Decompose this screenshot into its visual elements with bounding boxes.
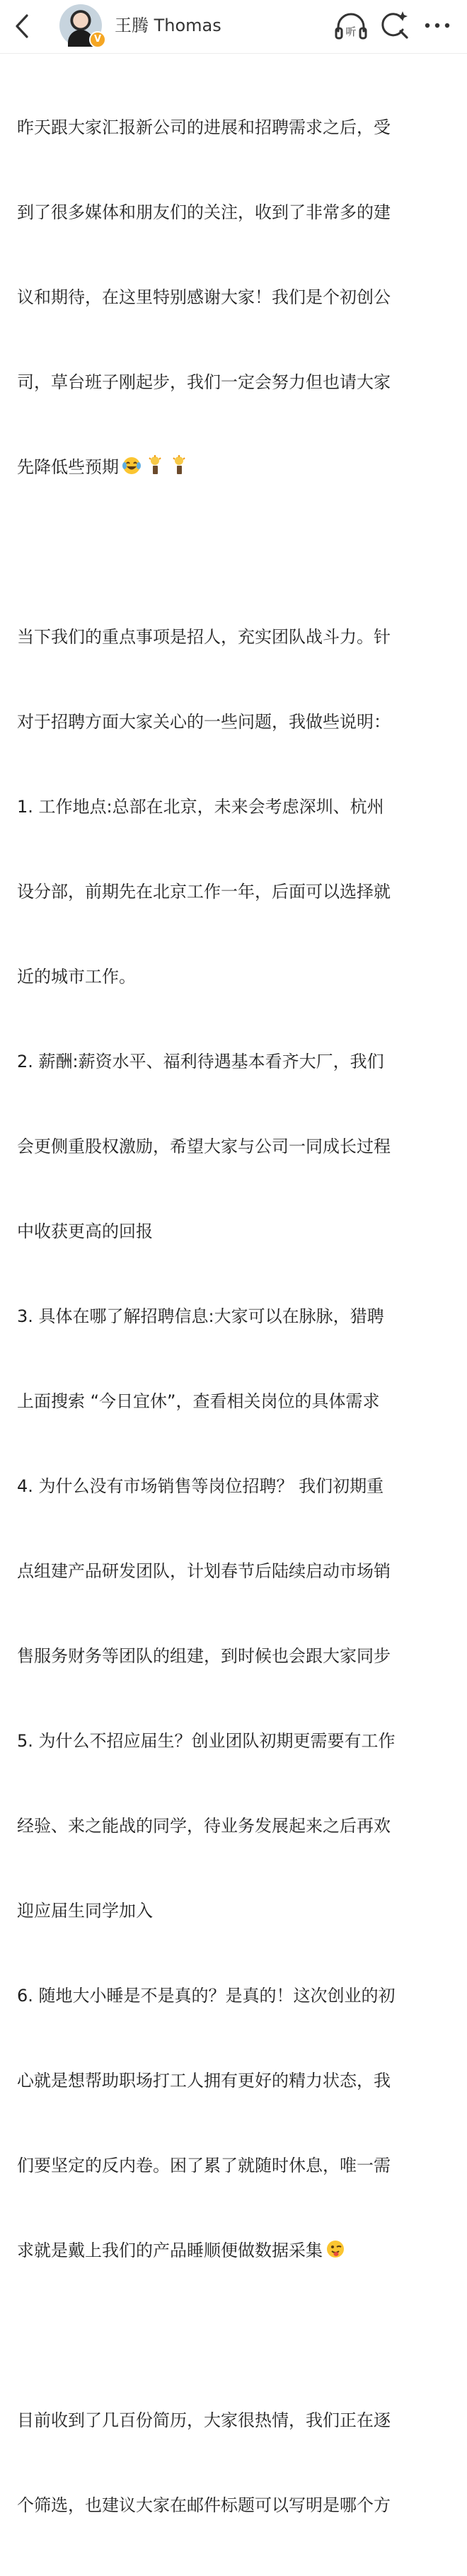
search-icon[interactable]	[379, 10, 409, 41]
text-line: 上面搜索 “今日宜休”，查看相关岗位的具体需求	[17, 1391, 380, 1411]
faq-item-graduates: 5. 为什么不招应届生？创业团队初期更需要有工作	[17, 1731, 396, 1751]
laughing-tears-emoji-icon	[122, 456, 142, 476]
text-line: 经验、来之能战的同学，待业务发展起来之后再欢	[17, 1816, 391, 1836]
firework-emoji-icon	[168, 454, 190, 476]
faq-item-salary: 2. 薪酬:薪资水平、福利待遇基本看齐大厂，我们	[17, 1052, 384, 1071]
text-line: 当下我们的重点事项是招人，充实团队战斗力。针	[17, 627, 391, 647]
text-line: 个筛选，也建议大家在邮件标题可以写明是哪个方	[17, 2495, 391, 2515]
paragraph-resumes	[17, 2350, 453, 2576]
paragraph-gap	[17, 538, 453, 566]
text-line	[17, 2236, 453, 2265]
text-line: 心就是想帮助职场打工人拥有更好的精力状态，我	[17, 2071, 391, 2091]
more-icon[interactable]	[423, 14, 451, 37]
header-divider	[0, 53, 467, 54]
paragraph-intro	[17, 57, 453, 538]
chevron-left-icon[interactable]	[11, 13, 33, 40]
paragraph-gap	[17, 2321, 453, 2350]
text-line: 会更侧重股权激励，希望大家与公司一同成长过程	[17, 1137, 391, 1156]
text-line: 目前收到了几百份简历，大家很热情，我们正在逐	[17, 2410, 391, 2430]
text-line: 对于招聘方面大家关心的一些问题，我做些说明：	[17, 712, 391, 732]
text-line: 设分部，前期先在北京工作一年，后面可以选择就	[17, 882, 391, 902]
text-line: 点组建产品研发团队，计划春节后陆续启动市场销	[17, 1561, 391, 1581]
faq-item-sales: 4. 为什么没有市场销售等岗位招聘？ 我们初期重	[17, 1476, 384, 1496]
verified-badge: V	[89, 31, 106, 48]
text-line: 迎应届生同学加入	[17, 1901, 153, 1921]
listen-icon[interactable]	[334, 10, 368, 41]
paragraph-recruiting-faq	[17, 566, 453, 2321]
text-line-part: 求就是戴上我们的产品睡顺便做数据采集	[17, 2241, 323, 2260]
firework-emoji-icon	[144, 454, 166, 476]
text-line: 到了很多媒体和朋友们的关注，收到了非常多的建	[17, 202, 391, 222]
faq-item-location: 1. 工作地点:总部在北京，未来会考虑深圳、杭州	[17, 797, 384, 817]
post-body	[17, 57, 453, 2576]
faq-item-sleep: 6. 随地大小睡是不是真的？是真的！这次创业的初	[17, 1986, 396, 2006]
faq-item-info: 3. 具体在哪了解招聘信息:大家可以在脉脉，猎聘	[17, 1306, 384, 1326]
text-line: 昨天跟大家汇报新公司的进展和招聘需求之后，受	[17, 117, 391, 137]
text-line-part: 先降低些预期	[17, 457, 119, 477]
bottom-crop-edge	[0, 846, 467, 858]
text-line: 中收获更高的回报	[17, 1221, 153, 1241]
text-line: 司，草台班子刚起步，我们一定会努力但也请大家	[17, 372, 391, 392]
winking-tongue-emoji-icon	[325, 2239, 345, 2259]
text-line: 们要坚定的反内卷。困了累了就随时休息，唯一需	[17, 2156, 391, 2175]
top-navigation-bar	[0, 0, 467, 54]
text-line	[17, 453, 453, 481]
text-line: 议和期待，在这里特别感谢大家！我们是个初创公	[17, 287, 391, 307]
username[interactable]: 王腾 Thomas	[115, 16, 221, 35]
text-line: 售服务财务等团队的组建，到时候也会跟大家同步	[17, 1646, 391, 1666]
listen-label: 听	[345, 25, 357, 38]
text-line: 近的城市工作。	[17, 967, 136, 987]
